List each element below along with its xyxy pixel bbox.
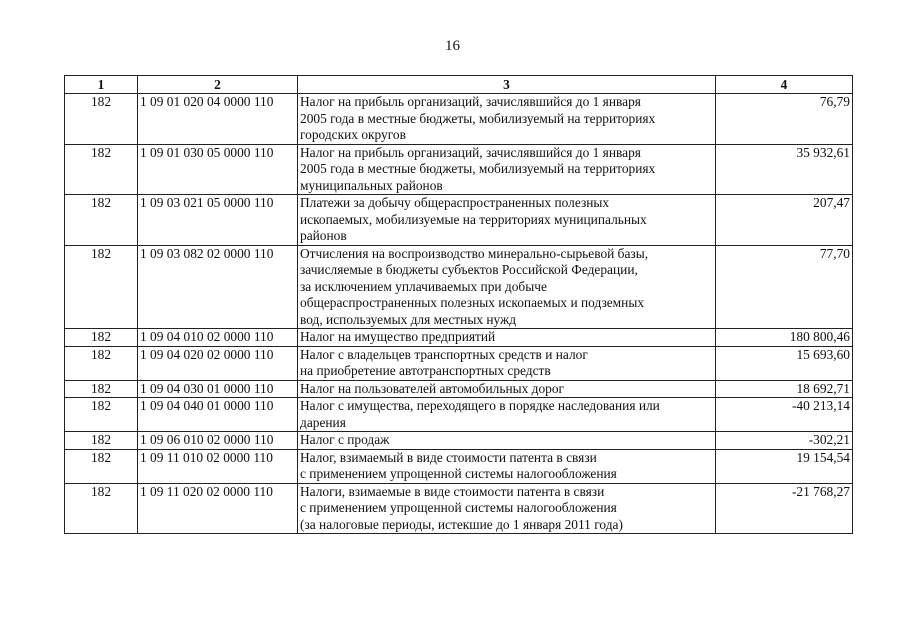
budget-code-cell: 1 09 04 010 02 0000 110 [138,329,298,347]
budget-code-cell: 1 09 03 021 05 0000 110 [138,195,298,246]
table-row [65,245,853,329]
revenue-name-line: Налог на прибыль организаций, зачислявшийся до 1 января [300,144,641,160]
revenue-name-line: Налог с имущества, переходящего в порядке наследования или [300,398,660,413]
revenue-name-cell [298,245,716,329]
admin-code-cell: 182 [65,380,138,398]
budget-code-cell: 1 09 04 030 01 0000 110 [138,380,298,398]
budget-code-cell: 1 09 03 082 02 0000 110 [138,245,298,329]
revenue-name-line: дарения [300,414,346,430]
admin-code-cell: 182 [65,483,138,534]
budget-code-cell: 1 09 04 040 01 0000 110 [138,398,298,432]
revenue-name-line: Налог с владельцев транспортных средств и налог [300,346,588,362]
revenue-name-line: Налог, взимаемый в виде стоимости патента в связи [300,449,597,465]
amount-cell: -21 768,27 [716,483,853,534]
revenue-name-cell [298,449,716,483]
amount-cell: 76,79 [716,94,853,145]
revenue-name-line: муниципальных районов [300,177,443,193]
revenue-name-line: Налог с продаж [300,432,390,447]
revenue-name-cell [298,398,716,432]
revenue-name-line: ископаемых, мобилизуемые на территориях муниципальных [300,211,647,227]
revenue-name-line: на приобретение автотранспортных средств [300,363,551,378]
header-col-2: 2 [138,76,298,94]
amount-cell: 35 932,61 [716,144,853,195]
admin-code-cell: 182 [65,398,138,432]
revenue-name-cell [298,380,716,398]
revenue-name-line: 2005 года в местные бюджеты, мобилизуемый на территориях [300,110,656,126]
revenue-name-cell [298,329,716,347]
amount-cell: 15 693,60 [716,346,853,380]
revenue-name-line: Платежи за добычу общераспространенных полезных [300,195,610,210]
amount-cell: 77,70 [716,245,853,329]
admin-code-cell: 182 [65,449,138,483]
budget-revenue-table [64,75,853,534]
table-row [65,380,853,398]
revenue-name-cell [298,483,716,534]
revenue-name-line: за исключением уплачиваемых при добыче [300,278,547,294]
table-row [65,398,853,432]
table-body [65,94,853,534]
amount-cell: 18 692,71 [716,380,853,398]
budget-code-cell: 1 09 01 030 05 0000 110 [138,144,298,195]
amount-cell: 207,47 [716,195,853,246]
admin-code-cell: 182 [65,195,138,246]
revenue-name-line: 2005 года в местные бюджеты, мобилизуемый на территориях [300,161,656,176]
revenue-name-line: вод, используемых для местных нужд [300,311,517,327]
page-number: 16 [445,38,460,54]
table-row [65,483,853,534]
table-row [65,144,853,195]
revenue-name-line: (за налоговые периоды, истекшие до 1 января 2011 года) [300,516,623,532]
budget-code-cell: 1 09 11 020 02 0000 110 [138,483,298,534]
revenue-name-line: Налог на имущество предприятий [300,329,496,344]
header-col-4: 4 [716,76,853,94]
amount-cell: 19 154,54 [716,449,853,483]
revenue-name-line: зачисляемые в бюджеты субъектов Российской Федерации, [300,262,638,277]
revenue-name-cell [298,195,716,246]
amount-cell: 180 800,46 [716,329,853,347]
revenue-name-cell [298,432,716,450]
budget-code-cell: 1 09 11 010 02 0000 110 [138,449,298,483]
admin-code-cell: 182 [65,94,138,145]
revenue-name-line: Налог на пользователей автомобильных дорог [300,380,565,396]
revenue-name-line: Отчисления на воспроизводство минерально-сырьевой базы, [300,245,649,261]
table-row [65,329,853,347]
admin-code-cell: 182 [65,144,138,195]
table-row [65,346,853,380]
revenue-name-cell [298,94,716,145]
header-col-1: 1 [65,76,138,94]
budget-code-cell: 1 09 01 020 04 0000 110 [138,94,298,145]
revenue-name-line: с применением упрощенной системы налогообложения [300,500,617,515]
revenue-name-line: городских округов [300,127,406,142]
admin-code-cell: 182 [65,329,138,347]
revenue-name-line: с применением упрощенной системы налогообложения [300,466,617,481]
amount-cell: -302,21 [716,432,853,450]
budget-code-cell: 1 09 04 020 02 0000 110 [138,346,298,380]
header-col-3: 3 [298,76,716,94]
table-row [65,195,853,246]
revenue-name-line: Налоги, взимаемые в виде стоимости патента в связи [300,483,605,499]
revenue-name-cell [298,346,716,380]
revenue-name-cell [298,144,716,195]
revenue-name-line: районов [300,228,347,243]
revenue-name-line: Налог на прибыль организаций, зачислявшийся до 1 января [300,94,641,109]
budget-code-cell: 1 09 06 010 02 0000 110 [138,432,298,450]
revenue-name-line: общераспространенных полезных ископаемых и подземных [300,295,645,310]
admin-code-cell: 182 [65,245,138,329]
table-row [65,94,853,145]
table-row [65,449,853,483]
table-header-row [65,76,853,94]
amount-cell: -40 213,14 [716,398,853,432]
admin-code-cell: 182 [65,346,138,380]
table-row [65,432,853,450]
admin-code-cell: 182 [65,432,138,450]
